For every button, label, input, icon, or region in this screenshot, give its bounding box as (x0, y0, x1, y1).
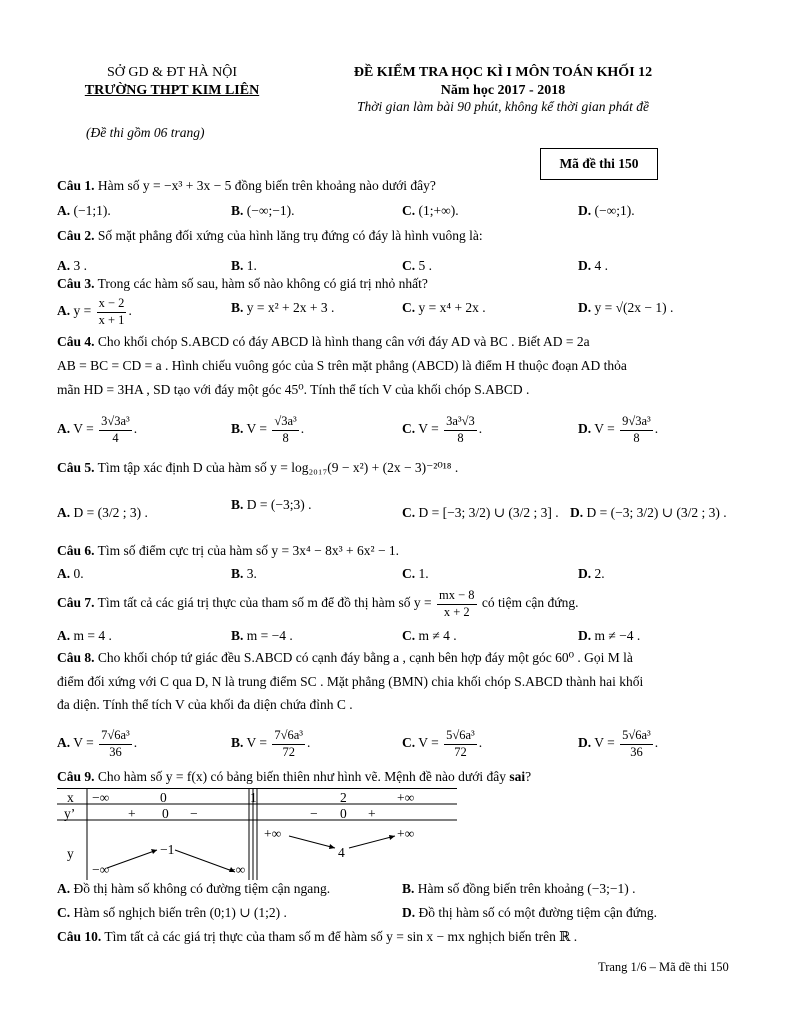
q9-option-c[interactable]: C. Hàm số nghịch biến trên (0;1) ∪ (1;2) . (57, 905, 287, 920)
question-text: Tìm tất cả các giá trị thực của tham số m để hàm số y = sin x − mx nghịch biến trên ℝ . (104, 929, 578, 944)
q2-option-a[interactable]: A. 3 . (57, 258, 87, 273)
question-label: Câu 10. (57, 929, 102, 944)
question-3 (57, 276, 428, 293)
school-year: Năm học 2017 - 2018 (440, 82, 566, 98)
question-label: Câu 6. (57, 543, 95, 558)
q4-option-d[interactable]: D. V = $\frac{\text{9√3a³}}{8}$ . (578, 414, 659, 445)
vt-x-val: 2 (340, 790, 347, 805)
q3-option-a[interactable]: A. y = $\frac{x - 2}{x + 1}$ . (57, 296, 132, 327)
question-text: Trong các hàm số sau, hàm số nào không có giá trị nhỏ nhất? (97, 276, 428, 291)
vt-yp-val: + (368, 806, 376, 821)
question-text: Tìm tất cả các giá trị thực của tham số m để đồ thị hàm số y = (97, 595, 432, 611)
q1-option-a[interactable]: A. (−1;1). (57, 203, 111, 218)
q1-option-b[interactable]: B. (−∞;−1). (231, 203, 295, 218)
q5-option-d[interactable]: D. D = (−3; 3/2) ∪ (3/2 ; 3) . (570, 505, 727, 520)
question-10 (57, 929, 577, 946)
q2-option-c[interactable]: C. 5 . (402, 258, 432, 273)
vt-x-val: −∞ (92, 790, 110, 805)
q7-option-b[interactable]: B. m = −4 . (231, 628, 293, 643)
q8-option-d[interactable]: D. V = $\frac{\text{5√6a³}}{36}$ . (578, 728, 659, 759)
question-text: Cho khối chóp S.ABCD có đáy ABCD là hình thang cân với đáy AD và BC . Biết AD = 2a (97, 334, 590, 349)
q8-option-c[interactable]: C. V = $\frac{\text{5√6a³}}{72}$ . (402, 728, 483, 759)
question-text: Cho khối chóp tứ giác đều S.ABCD có cạnh đáy bằng a , cạnh bên hợp đáy một góc 60⁰ . Gọi M là (97, 650, 633, 665)
question-label: Câu 1. (57, 178, 95, 193)
question-2 (57, 228, 483, 245)
question-9: Câu 9. Cho hàm số y = f(x) có bảng biến thiên như hình vẽ. Mệnh đề nào dưới đây sai? (57, 769, 532, 784)
q5-option-a[interactable]: A. D = (3/2 ; 3) . (57, 505, 148, 520)
vt-y-val: 4 (338, 845, 345, 860)
q4-option-b[interactable]: B. V = $\frac{\text{√3a³}}{8}$ . (231, 414, 305, 445)
q2-option-d[interactable]: D. 4 . (578, 258, 608, 273)
question-text: Số mặt phẳng đối xứng của hình lăng trụ đứng có đáy là hình vuông là: (97, 228, 483, 243)
q9-option-b[interactable]: B. Hàm số đồng biến trên khoảng (−3;−1) . (402, 881, 636, 896)
exam-code-box: Mã đề thi 150 (540, 148, 658, 180)
vt-x-val: 1 (250, 790, 257, 805)
q3-option-b[interactable]: B. y = x² + 2x + 3 . (231, 300, 335, 315)
vt-yp-label: y’ (64, 806, 76, 821)
page-footer: Trang 1/6 – Mã đề thi 150 (598, 960, 729, 974)
question-text: Hàm số y = −x³ + 3x − 5 đồng biến trên khoảng nào dưới đây? (97, 178, 436, 193)
question-label: Câu 7. (57, 595, 95, 611)
q7-option-a[interactable]: A. m = 4 . (57, 628, 112, 643)
vt-x-label: x (67, 790, 74, 805)
question-label: Câu 2. (57, 228, 95, 243)
question-4-line2: AB = BC = CD = a . Hình chiếu vuông góc của S trên mặt phẳng (ABCD) là điểm H thuộc đoạn AD thỏa (57, 358, 627, 373)
school-name: TRƯỜNG THPT KIM LIÊN (84, 82, 260, 98)
question-label: Câu 9. (57, 769, 95, 784)
vt-x-val: 0 (160, 790, 167, 805)
q6-option-b[interactable]: B. 3. (231, 566, 257, 581)
q5-option-c[interactable]: C. D = [−3; 3/2) ∪ (3/2 ; 3] . (402, 505, 559, 520)
q1-option-d[interactable]: D. (−∞;1). (578, 203, 635, 218)
vt-y-val: +∞ (264, 826, 282, 841)
q2-option-b[interactable]: B. 1. (231, 258, 257, 273)
question-text: Tìm tập xác định D của hàm số y = log₂₀₁₇(9 − x²) + (2x − 3)⁻²⁰¹⁸ . (97, 460, 459, 475)
question-text: Tìm số điểm cực trị của hàm số y = 3x⁴ − 8x³ + 6x² − 1. (97, 543, 400, 558)
q7-option-c[interactable]: C. m ≠ 4 . (402, 628, 457, 643)
vt-y-val: +∞ (397, 826, 415, 841)
q6-option-c[interactable]: C. 1. (402, 566, 429, 581)
question-1 (57, 178, 436, 195)
question-7: Câu 7. Tìm tất cả các giá trị thực của tham số m để đồ thị hàm số y = $\frac{mx - 8}{x + 2}$ có tiệm cận đứng. (57, 588, 579, 619)
question-8-line2: điểm đối xứng với C qua D, N là trung điểm SC . Mặt phẳng (BMN) chia khối chóp S.ABCD thành hai khối (57, 674, 644, 689)
question-label: Câu 5. (57, 460, 95, 475)
vt-y-val: −∞ (228, 862, 246, 877)
question-label: Câu 8. (57, 650, 95, 665)
q3-option-d[interactable]: D. y = √(2x − 1) . (578, 300, 674, 315)
q3-option-c[interactable]: C. y = x⁴ + 2x . (402, 300, 486, 315)
q4-option-a[interactable]: A. V = $\frac{\text{3√3a³}}{4}$ . (57, 414, 138, 445)
q8-option-a[interactable]: A. V = $\frac{\text{7√6a³}}{36}$ . (57, 728, 138, 759)
vt-y-val: −∞ (92, 862, 110, 877)
q8-option-b[interactable]: B. V = $\frac{\text{7√6a³}}{72}$ . (231, 728, 311, 759)
exam-header (318, 64, 688, 116)
q6-option-d[interactable]: D. 2. (578, 566, 605, 581)
q6-option-a[interactable]: A. 0. (57, 566, 84, 581)
question-5 (57, 460, 458, 477)
question-6 (57, 543, 399, 560)
department-name: SỞ GD & ĐT HÀ NỘI (106, 65, 238, 80)
vt-y-label: y (67, 846, 74, 861)
vt-yp-val: 0 (340, 806, 347, 821)
time-note: Thời gian làm bài 90 phút, không kể thời gian phát đề (357, 99, 649, 114)
question-4-line3: mãn HD = 3HA , SD tạo với đáy một góc 45⁰. Tính thể tích V của khối chóp S.ABCD . (57, 382, 530, 397)
question-label: Câu 3. (57, 276, 95, 291)
q5-option-b[interactable]: B. D = (−3;3) . (231, 497, 312, 512)
q9-option-a[interactable]: A. Đồ thị hàm số không có đường tiệm cận ngang. (57, 881, 331, 896)
vt-x-val: +∞ (397, 790, 415, 805)
question-4-line1 (57, 334, 590, 351)
vt-y-val: −1 (160, 842, 175, 857)
question-8-line1 (57, 650, 633, 667)
vt-yp-val: 0 (162, 806, 169, 821)
vt-yp-val: + (128, 806, 136, 821)
q7-option-d[interactable]: D. m ≠ −4 . (578, 628, 641, 643)
question-text: Cho hàm số y = f(x) có bảng biến thiên như hình vẽ. Mệnh đề nào dưới đây (97, 769, 506, 784)
q1-option-c[interactable]: C. (1;+∞). (402, 203, 459, 218)
school-header (72, 64, 272, 99)
vt-yp-val: − (310, 806, 318, 821)
exam-title: ĐỀ KIỂM TRA HỌC KÌ I MÔN TOÁN KHỐI 12 (353, 65, 653, 80)
vt-yp-val: − (190, 806, 198, 821)
pages-note: (Đề thi gồm 06 trang) (86, 125, 205, 140)
q4-option-c[interactable]: C. V = $\frac{\text{3a³√3}}{8}$ . (402, 414, 483, 445)
question-label: Câu 4. (57, 334, 95, 349)
q9-option-d[interactable]: D. Đồ thị hàm số có một đường tiệm cận đứng. (402, 905, 657, 920)
question-8-line3: đa diện. Tính thể tích V của khối đa diện chứa đỉnh C . (57, 697, 353, 712)
